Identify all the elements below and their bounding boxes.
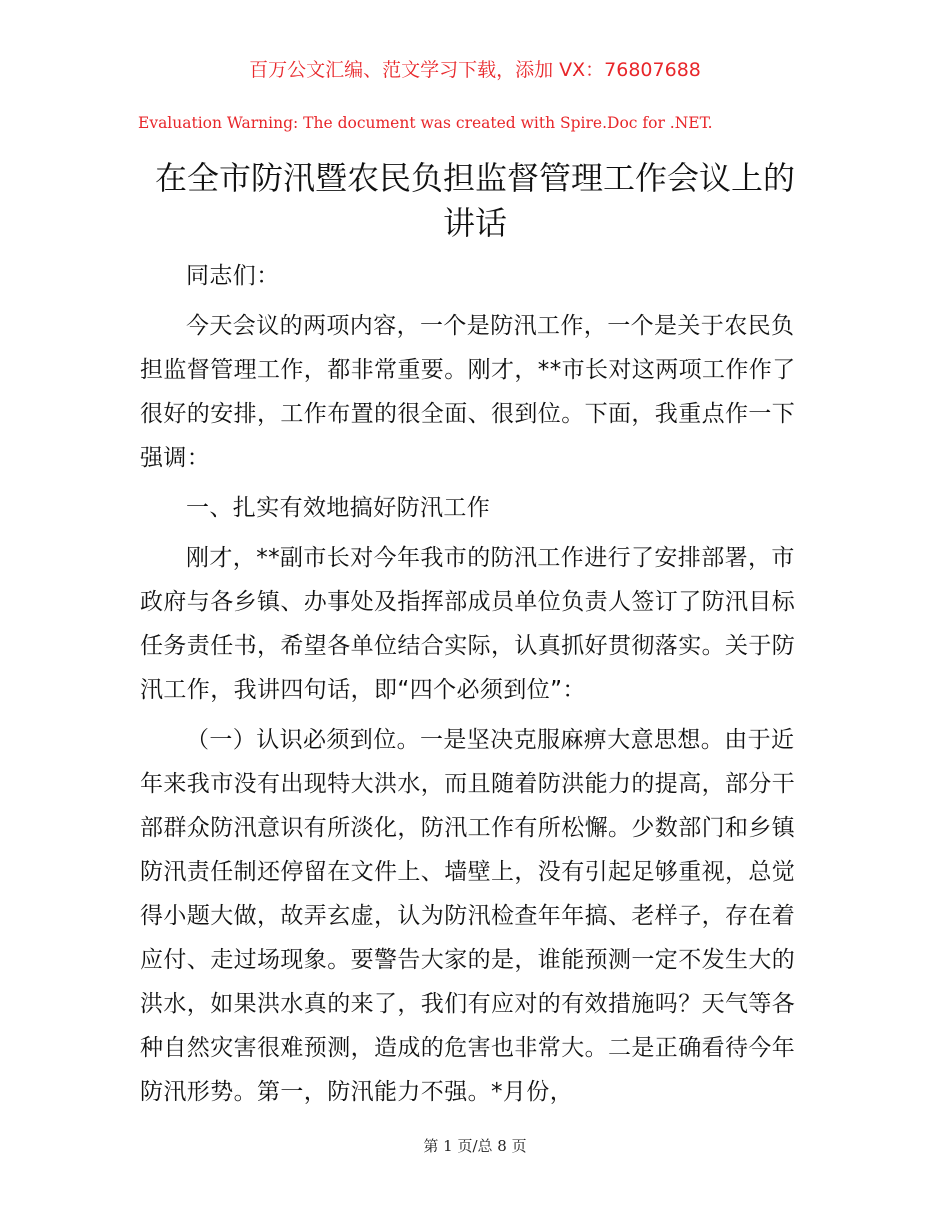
intro-paragraph: 今天会议的两项内容，一个是防汛工作，一个是关于农民负担监督管理工作，都非常重要。刚才，**市长对这两项工作作了很好的安排，工作布置的很全面、很到位。下面，我重点作一下强调： xyxy=(140,313,796,471)
document-body xyxy=(140,254,812,1120)
body-paragraph: （一）认识必须到位。一是坚决克服麻痹大意思想。由于近年来我市没有出现特大洪水，而且随着防洪能力的提高，部分干部群众防汛意识有所淡化，防汛工作有所松懈。少数部门和乡镇防汛责任制还停留在文件上、墙壁上，没有引起足够重视，总觉得小题大做，故弄玄虚，认为防汛检查年年搞、老样子，存在着应付、走过场现象。要警告大家的是，谁能预测一定不发生大的洪水，如果洪水真的来了，我们有应对的有效措施吗？天气等各种自然灾害很难预测，造成的危害也非常大。二是正确看待今年防汛形势。第一，防汛能力不强。*月份， xyxy=(140,727,796,1105)
evaluation-warning: Evaluation Warning: The document was created with Spire.Doc for .NET. xyxy=(138,114,713,132)
salutation: 同志们： xyxy=(186,263,280,289)
body-paragraph: 刚才，**副市长对今年我市的防汛工作进行了安排部署，市政府与各乡镇、办事处及指挥部成员单位负责人签订了防汛目标任务责任书，希望各单位结合实际，认真抓好贯彻落实。关于防汛工作，我讲四句话，即“四个必须到位”： xyxy=(140,545,796,703)
section-heading: 一、扎实有效地搞好防汛工作 xyxy=(186,495,491,521)
title-line-1: 在全市防汛暨农民负担监督管理工作会议上的 xyxy=(154,159,795,197)
promo-header: 百万公文汇编、范文学习下载，添加 VX：76807688 xyxy=(249,59,701,81)
page-number: 第 1 页/总 8 页 xyxy=(423,1137,527,1155)
title-line-2: 讲话 xyxy=(442,204,507,242)
document-title xyxy=(140,156,810,246)
